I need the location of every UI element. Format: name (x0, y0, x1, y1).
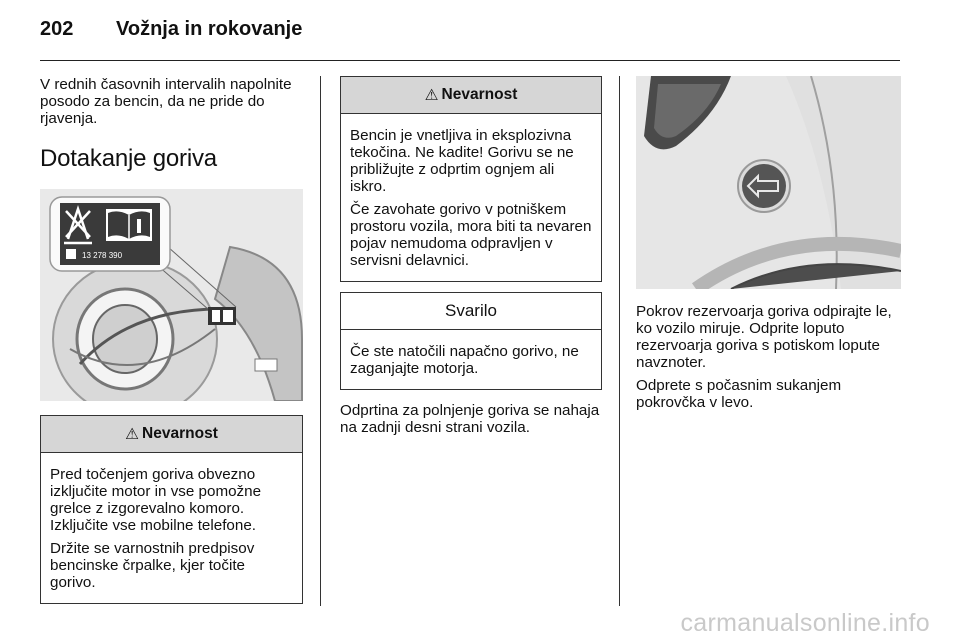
cap-open-text: Odprete s počasnim sukanjem pokrovčka v levo. (636, 377, 842, 411)
column-2 (340, 76, 602, 442)
page-header (40, 18, 302, 48)
filler-location-text: Odprtina za polnjenje goriva se nahaja na zadnji desni strani vozila. (340, 402, 600, 436)
caution-box-body (341, 330, 601, 389)
warning-box-1-title: Nevarnost (142, 425, 218, 442)
caution-box (340, 292, 602, 390)
warning-triangle-icon: ⚠ (125, 425, 140, 443)
figure-code: 13 278 390 (82, 251, 123, 260)
chapter-title: Vožnja in rokovanje (116, 18, 303, 40)
watermark: carmanualsonline.info (680, 609, 930, 637)
section-heading: Dotakanje goriva (40, 145, 217, 172)
header-divider (40, 60, 900, 61)
warning-box-2-p1: Bencin je vnetljiva in eksplozivna tekočina. Ne kadite! Gorivu se ne približujte z odprtim ognjem ali iskro. (350, 127, 574, 195)
warning-box-1-p2: Držite se varnostnih predpisov bencinske črpalke, kjer točite gorivo. (50, 540, 255, 591)
car-fuel-door-drawing (636, 76, 901, 289)
warning-box-1 (40, 415, 303, 604)
column-1 (40, 76, 303, 604)
car-rear-illustration (636, 76, 901, 289)
page-number: 202 (40, 18, 74, 40)
column-3 (636, 76, 901, 417)
warning-box-2-header (341, 77, 601, 114)
caution-box-header: Svarilo (341, 293, 601, 330)
warning-box-2-title: Nevarnost (441, 86, 518, 103)
column-divider-2 (619, 76, 620, 606)
warning-box-2 (340, 76, 602, 282)
fuel-door-open-text: Pokrov rezervoarja goriva odpirajte le, ko vozilo miruje. Odprite loputo rezervoarja goriva s potiskom lopute navznoter. (636, 303, 892, 371)
warning-box-2-body (341, 114, 601, 281)
warning-box-2-p2: Če zavohate gorivo v potniškem prostoru vozila, mora biti ta nevaren pojav nemudoma odpravljen v servisni delavnici. (350, 201, 592, 269)
fuel-flap-illustration (40, 189, 303, 401)
fuel-flap-drawing (40, 189, 303, 401)
warning-box-1-p1: Pred točenjem goriva obvezno izključite motor in vse pomožne grelce z izgorevalno komoro. Izključite vse mobilne telefone. (50, 466, 262, 534)
warning-box-1-header (41, 416, 302, 453)
warning-box-1-body (41, 453, 302, 603)
caution-box-p1: Če ste natočili napačno gorivo, ne zaganjajte motorja. (350, 343, 579, 377)
warning-triangle-icon: ⚠ (424, 86, 439, 104)
column-divider-1 (320, 76, 321, 606)
intro-text: V rednih časovnih intervalih napolnite posodo za bencin, da ne pride do rjavenja. (40, 76, 292, 127)
